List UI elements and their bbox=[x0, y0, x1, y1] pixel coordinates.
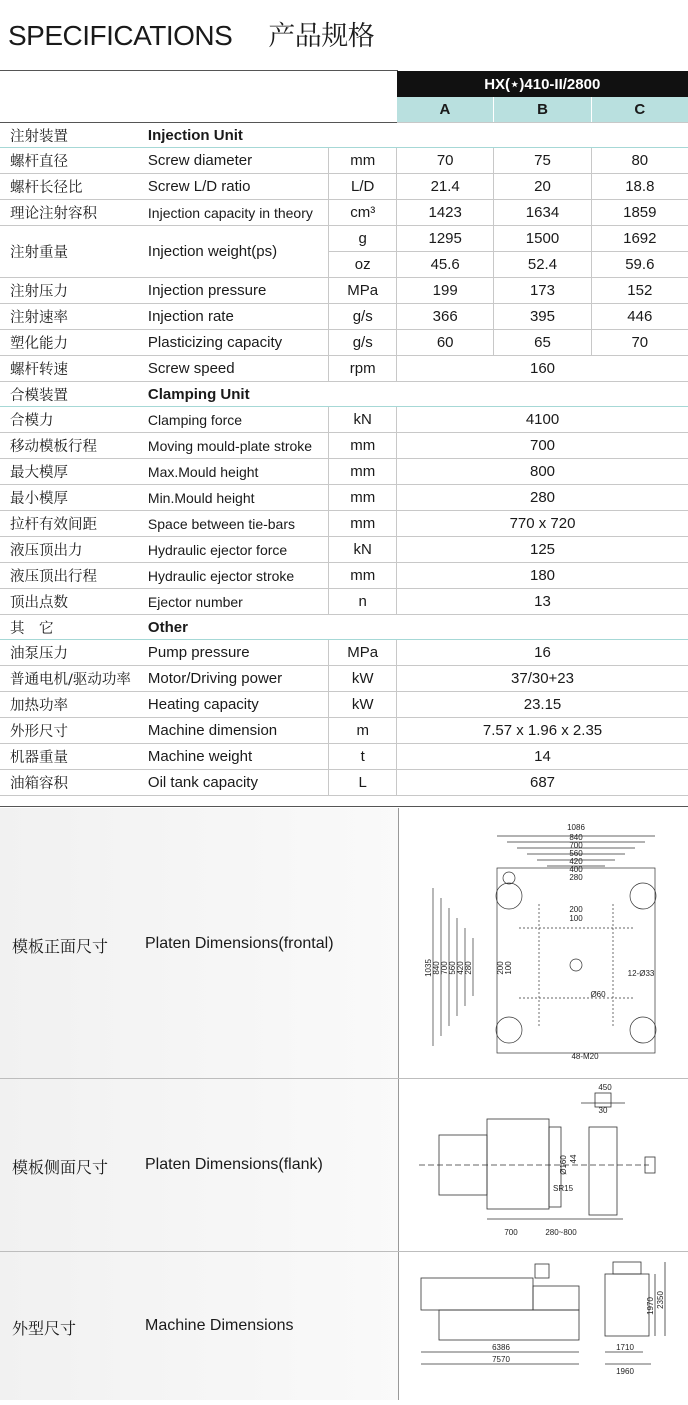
spec-unit: oz bbox=[329, 252, 397, 278]
spec-value-c: 80 bbox=[591, 148, 688, 174]
drawing-label-cn: 模板正面尺寸 bbox=[12, 937, 109, 956]
spec-row bbox=[0, 770, 688, 796]
spec-value-a: 21.4 bbox=[397, 174, 494, 200]
title-en: SPECIFICATIONS bbox=[8, 20, 233, 51]
spec-table bbox=[0, 71, 688, 796]
title-cn: 产品规格 bbox=[268, 21, 375, 52]
spec-unit: L bbox=[329, 770, 397, 796]
header-blank-2 bbox=[0, 97, 397, 123]
tie-bar-hole bbox=[496, 1017, 522, 1043]
spec-unit: mm bbox=[329, 485, 397, 511]
spec-value-all: 16 bbox=[397, 640, 688, 666]
spec-row bbox=[0, 278, 688, 304]
spec-label-en: Hydraulic ejector stroke bbox=[140, 563, 329, 589]
spec-label-en: Screw diameter bbox=[140, 148, 329, 174]
dim-left-1035: 1035 bbox=[424, 959, 433, 977]
model-header: HX(⋆)410-II/2800 bbox=[397, 71, 688, 97]
dim-700: 700 bbox=[504, 1228, 518, 1237]
dim-top-420: 420 bbox=[569, 857, 583, 866]
spec-label-cn: 理论注射容积 bbox=[0, 200, 140, 226]
spec-unit: L/D bbox=[329, 174, 397, 200]
spec-row bbox=[0, 174, 688, 200]
spec-row bbox=[0, 589, 688, 615]
spec-label-cn: 注射重量 bbox=[0, 226, 140, 278]
section-label-cn: 注射装置 bbox=[0, 123, 140, 148]
spec-value-c: 18.8 bbox=[591, 174, 688, 200]
spec-row bbox=[0, 433, 688, 459]
spec-label-en: Injection rate bbox=[140, 304, 329, 330]
spec-row bbox=[0, 718, 688, 744]
spec-label-cn: 注射压力 bbox=[0, 278, 140, 304]
spec-unit: g/s bbox=[329, 330, 397, 356]
spec-value-b: 1500 bbox=[494, 226, 591, 252]
spec-label-cn: 液压顶出行程 bbox=[0, 563, 140, 589]
spec-label-en: Heating capacity bbox=[140, 692, 329, 718]
dim-sr15: SR15 bbox=[553, 1184, 574, 1193]
spec-row bbox=[0, 485, 688, 511]
spec-label-en: Plasticizing capacity bbox=[140, 330, 329, 356]
spec-unit: mm bbox=[329, 433, 397, 459]
spec-label-cn: 普通电机/驱动功率 bbox=[0, 666, 140, 692]
spec-row bbox=[0, 407, 688, 433]
spec-value-b: 52.4 bbox=[494, 252, 591, 278]
spec-label-cn: 拉杆有效间距 bbox=[0, 511, 140, 537]
spec-label-cn: 最小模厚 bbox=[0, 485, 140, 511]
tie-bar-small-hole bbox=[503, 872, 515, 884]
spec-label-cn: 塑化能力 bbox=[0, 330, 140, 356]
drawing-row-frontal bbox=[0, 808, 688, 1079]
spec-value-b: 20 bbox=[494, 174, 591, 200]
column-b: B bbox=[494, 97, 591, 123]
dim-left-840: 840 bbox=[432, 961, 441, 975]
spec-label-en: Injection capacity in theory bbox=[140, 200, 329, 226]
dim-left-560: 560 bbox=[448, 961, 457, 975]
spec-label-en: Hydraulic ejector force bbox=[140, 537, 329, 563]
spec-unit: mm bbox=[329, 563, 397, 589]
dim-top-1086: 1086 bbox=[567, 823, 585, 832]
spec-label-cn: 注射速率 bbox=[0, 304, 140, 330]
spec-row bbox=[0, 563, 688, 589]
spec-value-c: 1692 bbox=[591, 226, 688, 252]
spec-value-all: 160 bbox=[397, 356, 688, 382]
spec-value-all: 180 bbox=[397, 563, 688, 589]
spec-label-en: Min.Mould height bbox=[140, 485, 329, 511]
dim-1970: 1970 bbox=[646, 1297, 655, 1315]
spec-value-c: 446 bbox=[591, 304, 688, 330]
dim-30: 30 bbox=[598, 1106, 608, 1115]
spec-value-c: 70 bbox=[591, 330, 688, 356]
spec-value-b: 173 bbox=[494, 278, 591, 304]
drawing-label-cn: 模板侧面尺寸 bbox=[12, 1158, 109, 1177]
spec-value-a: 1423 bbox=[397, 200, 494, 226]
spec-label-cn: 机器重量 bbox=[0, 744, 140, 770]
spec-label-en: Machine weight bbox=[140, 744, 329, 770]
spec-value-b: 65 bbox=[494, 330, 591, 356]
dim-top-280: 280 bbox=[569, 873, 583, 882]
spec-unit: kN bbox=[329, 407, 397, 433]
spec-row bbox=[0, 744, 688, 770]
spec-unit: mm bbox=[329, 148, 397, 174]
spec-label-en: Ejector number bbox=[140, 589, 329, 615]
dim-bolts: 48-M20 bbox=[571, 1052, 599, 1061]
spec-label-en: Space between tie-bars bbox=[140, 511, 329, 537]
spec-unit: kW bbox=[329, 692, 397, 718]
spec-label-en: Screw L/D ratio bbox=[140, 174, 329, 200]
spec-value-all: 700 bbox=[397, 433, 688, 459]
fixed-platen bbox=[487, 1119, 549, 1209]
spec-row bbox=[0, 356, 688, 382]
dim-left-420: 420 bbox=[456, 961, 465, 975]
tie-bar-hole bbox=[630, 1017, 656, 1043]
dim-inner-100: 100 bbox=[569, 914, 583, 923]
spec-value-a: 70 bbox=[397, 148, 494, 174]
page-title bbox=[8, 14, 374, 53]
spec-value-all: 37/30+23 bbox=[397, 666, 688, 692]
drawing-row-flank bbox=[0, 1079, 688, 1252]
spec-value-a: 45.6 bbox=[397, 252, 494, 278]
spec-value-all: 687 bbox=[397, 770, 688, 796]
dim-1710: 1710 bbox=[616, 1343, 634, 1352]
spec-unit: m bbox=[329, 718, 397, 744]
spec-row bbox=[0, 226, 688, 252]
platen-frontal-svg bbox=[399, 808, 688, 1078]
spec-unit: MPa bbox=[329, 640, 397, 666]
machine-body bbox=[421, 1278, 533, 1310]
drawing-row-machine bbox=[0, 1252, 688, 1400]
spec-label-cn: 最大模厚 bbox=[0, 459, 140, 485]
spec-value-all: 13 bbox=[397, 589, 688, 615]
spec-label-en: Max.Mould height bbox=[140, 459, 329, 485]
platen-flank-svg bbox=[399, 1079, 688, 1251]
spec-label-cn: 合模力 bbox=[0, 407, 140, 433]
column-a: A bbox=[397, 97, 494, 123]
tie-bar-hole bbox=[630, 883, 656, 909]
spec-label-en: Oil tank capacity bbox=[140, 770, 329, 796]
spec-value-a: 1295 bbox=[397, 226, 494, 252]
dim-left-700: 700 bbox=[440, 961, 449, 975]
spec-label-en: Clamping force bbox=[140, 407, 329, 433]
section-label-en: Clamping Unit bbox=[140, 382, 688, 407]
spec-row bbox=[0, 666, 688, 692]
machine-svg bbox=[399, 1252, 688, 1400]
spec-value-c: 59.6 bbox=[591, 252, 688, 278]
spec-value-all: 800 bbox=[397, 459, 688, 485]
spec-label-cn: 外形尺寸 bbox=[0, 718, 140, 744]
spec-value-a: 199 bbox=[397, 278, 494, 304]
spec-row bbox=[0, 692, 688, 718]
drawing-label-en: Machine Dimensions bbox=[145, 1317, 294, 1334]
spec-row bbox=[0, 640, 688, 666]
spec-label-cn: 油泵压力 bbox=[0, 640, 140, 666]
spec-label-en: Screw speed bbox=[140, 356, 329, 382]
spec-unit: g/s bbox=[329, 304, 397, 330]
spec-value-all: 770 x 720 bbox=[397, 511, 688, 537]
section-label-en: Injection Unit bbox=[140, 123, 688, 148]
section-header bbox=[0, 382, 688, 407]
spec-unit: g bbox=[329, 226, 397, 252]
spec-row bbox=[0, 304, 688, 330]
spec-label-en: Injection weight(ps) bbox=[140, 226, 329, 278]
section-label-cn: 其 它 bbox=[0, 615, 140, 640]
machine-side-view bbox=[605, 1274, 649, 1336]
spec-value-all: 280 bbox=[397, 485, 688, 511]
dim-left-280: 280 bbox=[464, 961, 473, 975]
section-label-en: Other bbox=[140, 615, 688, 640]
spec-value-a: 60 bbox=[397, 330, 494, 356]
dim-mid-100: 100 bbox=[504, 961, 513, 975]
tie-bar-hole bbox=[496, 883, 522, 909]
section-header bbox=[0, 123, 688, 148]
spec-value-a: 366 bbox=[397, 304, 494, 330]
spec-value-all: 23.15 bbox=[397, 692, 688, 718]
nozzle-plate bbox=[589, 1127, 617, 1215]
dim-2350: 2350 bbox=[656, 1291, 665, 1309]
spec-unit: kN bbox=[329, 537, 397, 563]
platen-outline bbox=[497, 868, 655, 1053]
injection-unit bbox=[533, 1286, 579, 1310]
drawing-label-en: Platen Dimensions(flank) bbox=[145, 1156, 323, 1173]
spec-label-cn: 螺杆转速 bbox=[0, 356, 140, 382]
spec-unit: rpm bbox=[329, 356, 397, 382]
drawing-label-en: Platen Dimensions(frontal) bbox=[145, 935, 334, 952]
header-blank bbox=[0, 71, 397, 97]
dim-center: Ø60 bbox=[590, 990, 606, 999]
dim-top-700: 700 bbox=[569, 841, 583, 850]
spec-value-all: 4100 bbox=[397, 407, 688, 433]
spec-row bbox=[0, 330, 688, 356]
spec-label-cn: 加热功率 bbox=[0, 692, 140, 718]
spec-label-cn: 液压顶出力 bbox=[0, 537, 140, 563]
machine-drawing bbox=[398, 1252, 688, 1400]
spec-row bbox=[0, 148, 688, 174]
dim-6386: 6386 bbox=[492, 1343, 510, 1352]
machine-base bbox=[439, 1310, 579, 1340]
section-header bbox=[0, 615, 688, 640]
dim-holes: 12-Ø33 bbox=[627, 969, 655, 978]
spec-value-all: 7.57 x 1.96 x 2.35 bbox=[397, 718, 688, 744]
dim-phi160: Ø160 bbox=[559, 1155, 568, 1175]
dim-top-560: 560 bbox=[569, 849, 583, 858]
dim-7570: 7570 bbox=[492, 1355, 510, 1364]
dim-top-840: 840 bbox=[569, 833, 583, 842]
hopper bbox=[535, 1264, 549, 1278]
dim-450: 450 bbox=[598, 1083, 612, 1092]
column-c: C bbox=[591, 97, 688, 123]
dim-1960: 1960 bbox=[616, 1367, 634, 1376]
spec-unit: mm bbox=[329, 459, 397, 485]
spec-unit: t bbox=[329, 744, 397, 770]
dim-inner-200: 200 bbox=[569, 905, 583, 914]
spec-label-en: Motor/Driving power bbox=[140, 666, 329, 692]
spec-label-cn: 螺杆长径比 bbox=[0, 174, 140, 200]
spec-unit: mm bbox=[329, 511, 397, 537]
spec-label-en: Injection pressure bbox=[140, 278, 329, 304]
platen-frontal-drawing bbox=[398, 808, 688, 1078]
spec-unit: n bbox=[329, 589, 397, 615]
spec-row bbox=[0, 537, 688, 563]
spec-value-b: 75 bbox=[494, 148, 591, 174]
spec-value-c: 1859 bbox=[591, 200, 688, 226]
dim-280-800: 280~800 bbox=[545, 1228, 577, 1237]
spec-label-cn: 移动模板行程 bbox=[0, 433, 140, 459]
spec-label-en: Moving mould-plate stroke bbox=[140, 433, 329, 459]
dim-44: 44 bbox=[569, 1154, 578, 1164]
spec-label-en: Machine dimension bbox=[140, 718, 329, 744]
center-hole bbox=[570, 959, 582, 971]
spec-row bbox=[0, 200, 688, 226]
spec-value-c: 152 bbox=[591, 278, 688, 304]
spec-value-all: 14 bbox=[397, 744, 688, 770]
spec-row bbox=[0, 459, 688, 485]
spec-label-en: Pump pressure bbox=[140, 640, 329, 666]
dim-mid-200: 200 bbox=[496, 961, 505, 975]
spec-label-cn: 油箱容积 bbox=[0, 770, 140, 796]
spec-value-all: 125 bbox=[397, 537, 688, 563]
drawing-label-cn: 外型尺寸 bbox=[12, 1319, 77, 1338]
platen-flank-drawing bbox=[398, 1079, 688, 1251]
section-label-cn: 合模装置 bbox=[0, 382, 140, 407]
drawings-section bbox=[0, 808, 688, 1400]
spec-unit: kW bbox=[329, 666, 397, 692]
spec-unit: MPa bbox=[329, 278, 397, 304]
side-top bbox=[613, 1262, 641, 1274]
drawings-rule bbox=[0, 806, 688, 807]
spec-value-b: 1634 bbox=[494, 200, 591, 226]
nozzle-block bbox=[595, 1093, 611, 1107]
spec-unit: cm³ bbox=[329, 200, 397, 226]
spec-row bbox=[0, 511, 688, 537]
dim-top-400: 400 bbox=[569, 865, 583, 874]
spec-label-cn: 螺杆直径 bbox=[0, 148, 140, 174]
spec-body bbox=[0, 123, 688, 796]
spec-value-b: 395 bbox=[494, 304, 591, 330]
spec-label-cn: 顶出点数 bbox=[0, 589, 140, 615]
